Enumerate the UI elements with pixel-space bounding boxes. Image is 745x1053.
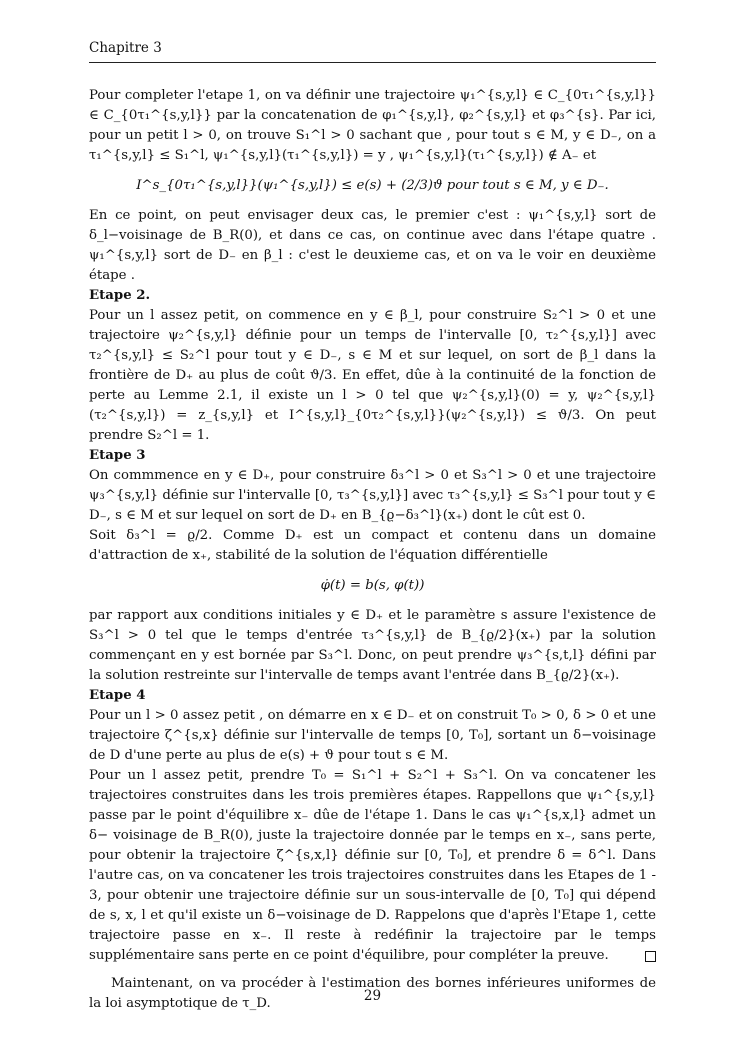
running-header: Chapitre 3 bbox=[89, 40, 162, 56]
paragraph-etape-2: Pour un l assez petit, on commence en y ∈ β_l, pour construire S₂^l > 0 et une trajectoire ψ₂^{s,y,l} définie pour un temps de l'intervalle [0, τ₂^{s,y,l}] avec τ₂^{s,y,l} ≤ S₂^l pour tout y ∈ D₋, s ∈ M et sur lequel, on sort de β_l dans la frontière de D₊ au plus de coût ϑ/3. En effet, dûe à la continuité de la fonction de perte au Lemme 2.1, il existe un l > 0 tel que ψ₂^{s,y,l}(0) = y, ψ₂^{s,y,l}(τ₂^{s,y,l}) = z_{s,y,l} et I^{s,y,l}_{0τ₂^{s,y,l}}(ψ₂^{s,y,l}) ≤ ϑ/3. On peut prendre S₂^l = 1. bbox=[89, 308, 656, 443]
heading-etape-4: Etape 4 bbox=[89, 688, 146, 703]
main-text bbox=[89, 86, 656, 1014]
paragraph-concatenation-text: Pour un l assez petit, prendre T₀ = S₁^l + S₂^l + S₃^l. On va concatener les trajectoires construites dans les trois premières étapes. Rappellons que ψ₁^{s,y,l} passe par le point d'équilibre x₋ dûe de l'étape 1. Dans le cas ψ₁^{s,x,l} admet un δ− voisinage de B_R(0), juste la trajectoire donnée par le temps en x₋, sans perte, pour obtenir la trajectoire ζ^{s,x,l} définie sur [0, T₀], et prendre δ = δ^l. Dans l'autre cas, on va concatener les trois trajectoires construites dans les Etapes de 1 - 3, pour obtenir une trajectoire définie sur un sous-intervalle de [0, T₀] qui dépend de s, x, l et qu'il existe un δ−voisinage de D. Rappelons que d'après l'Etape 1, cette trajectoire passe en x₋. Il reste à redéfinir la trajectoire par le temps supplémentaire sans perte en ce point d'équilibre, pour compléter la preuve. bbox=[89, 768, 656, 963]
heading-etape-3: Etape 3 bbox=[89, 448, 146, 463]
equation-ode: φ̇(t) = b(s, φ(t)) bbox=[320, 578, 425, 593]
paragraph-existence: par rapport aux conditions initiales y ∈ D₊ et le paramètre s assure l'existence de S₃^l > 0 tel que le temps d'entrée τ₃^{s,y,l} de B_{ϱ/2}(x₊) par la solution commençant en y est bornée par S₃^l. Donc, on peut prendre ψ₃^{s,t,l} défini par la solution restreinte sur l'intervalle de temps avant l'entrée dans B_{ϱ/2}(x₊). bbox=[89, 608, 656, 683]
paragraph-two-cases: En ce point, on peut envisager deux cas, le premier c'est : ψ₁^{s,y,l} sort de δ_l−voisinage de B_R(0), et dans ce cas, on continue avec dans l'étape quatre . ψ₁^{s,y,l} sort de D₋ en β_l : c'est le deuxieme cas, et on va le voir en deuxième étape . bbox=[89, 208, 656, 283]
heading-etape-2: Etape 2. bbox=[89, 288, 151, 303]
header-rule bbox=[89, 62, 656, 63]
equation-cost-bound: I^s_{0τ₁^{s,y,l}}(ψ₁^{s,y,l}) ≤ e(s) + (2/3)ϑ pour tout s ∈ M, y ∈ D₋. bbox=[136, 178, 609, 193]
paragraph-soit-delta: Soit δ₃^l = ϱ/2. Comme D₊ est un compact et contenu dans un domaine d'attraction de x₊, stabilité de la solution de l'équation différentielle bbox=[89, 528, 656, 563]
spacer bbox=[89, 966, 656, 974]
paragraph-etape-3: On commmence en y ∈ D₊, pour construire δ₃^l > 0 et S₃^l > 0 et une trajectoire ψ₃^{s,y,l} définie sur l'intervalle [0, τ₃^{s,y,l}] avec τ₃^{s,y,l} ≤ S₃^l pour tout y ∈ D₋, s ∈ M et sur lequel on sort de D₊ en B_{ϱ−δ₃^l}(x₊) dont le cût est 0. bbox=[89, 468, 656, 523]
page-number: 29 bbox=[363, 988, 382, 1004]
paragraph-etape1-end: Pour completer l'etape 1, on va définir une trajectoire ψ₁^{s,y,l} ∈ C_{0τ₁^{s,y,l}} ∈ C_{0τ₁^{s,y,l}} par la concatenation de φ₁^{s,y,l}, φ₂^{s,y,l} et φ₃^{s}. Par ici, pour un petit l > 0, on trouve S₁^l > 0 sachant que , pour tout s ∈ M, y ∈ D₋, on a τ₁^{s,y,l} ≤ S₁^l, ψ₁^{s,y,l}(τ₁^{s,y,l}) = y , ψ₁^{s,y,l}(τ₁^{s,y,l}) ∉ A₋ et bbox=[89, 88, 656, 163]
paragraph-maintenant: Maintenant, on va procéder à l'estimation des bornes inférieures uniformes de la loi asymptotique de τ_D. bbox=[89, 976, 656, 1011]
qed-square-icon bbox=[645, 951, 656, 962]
paragraph-etape-4: Pour un l > 0 assez petit , on démarre en x ∈ D₋ et on construit T₀ > 0, δ > 0 et une trajectoire ζ^{s,x} définie sur l'intervalle de temps [0, T₀], sortant un δ−voisinage de D d'une perte au plus de e(s) + ϑ pour tout s ∈ M. bbox=[89, 708, 656, 763]
paragraph-concatenation bbox=[89, 766, 656, 966]
